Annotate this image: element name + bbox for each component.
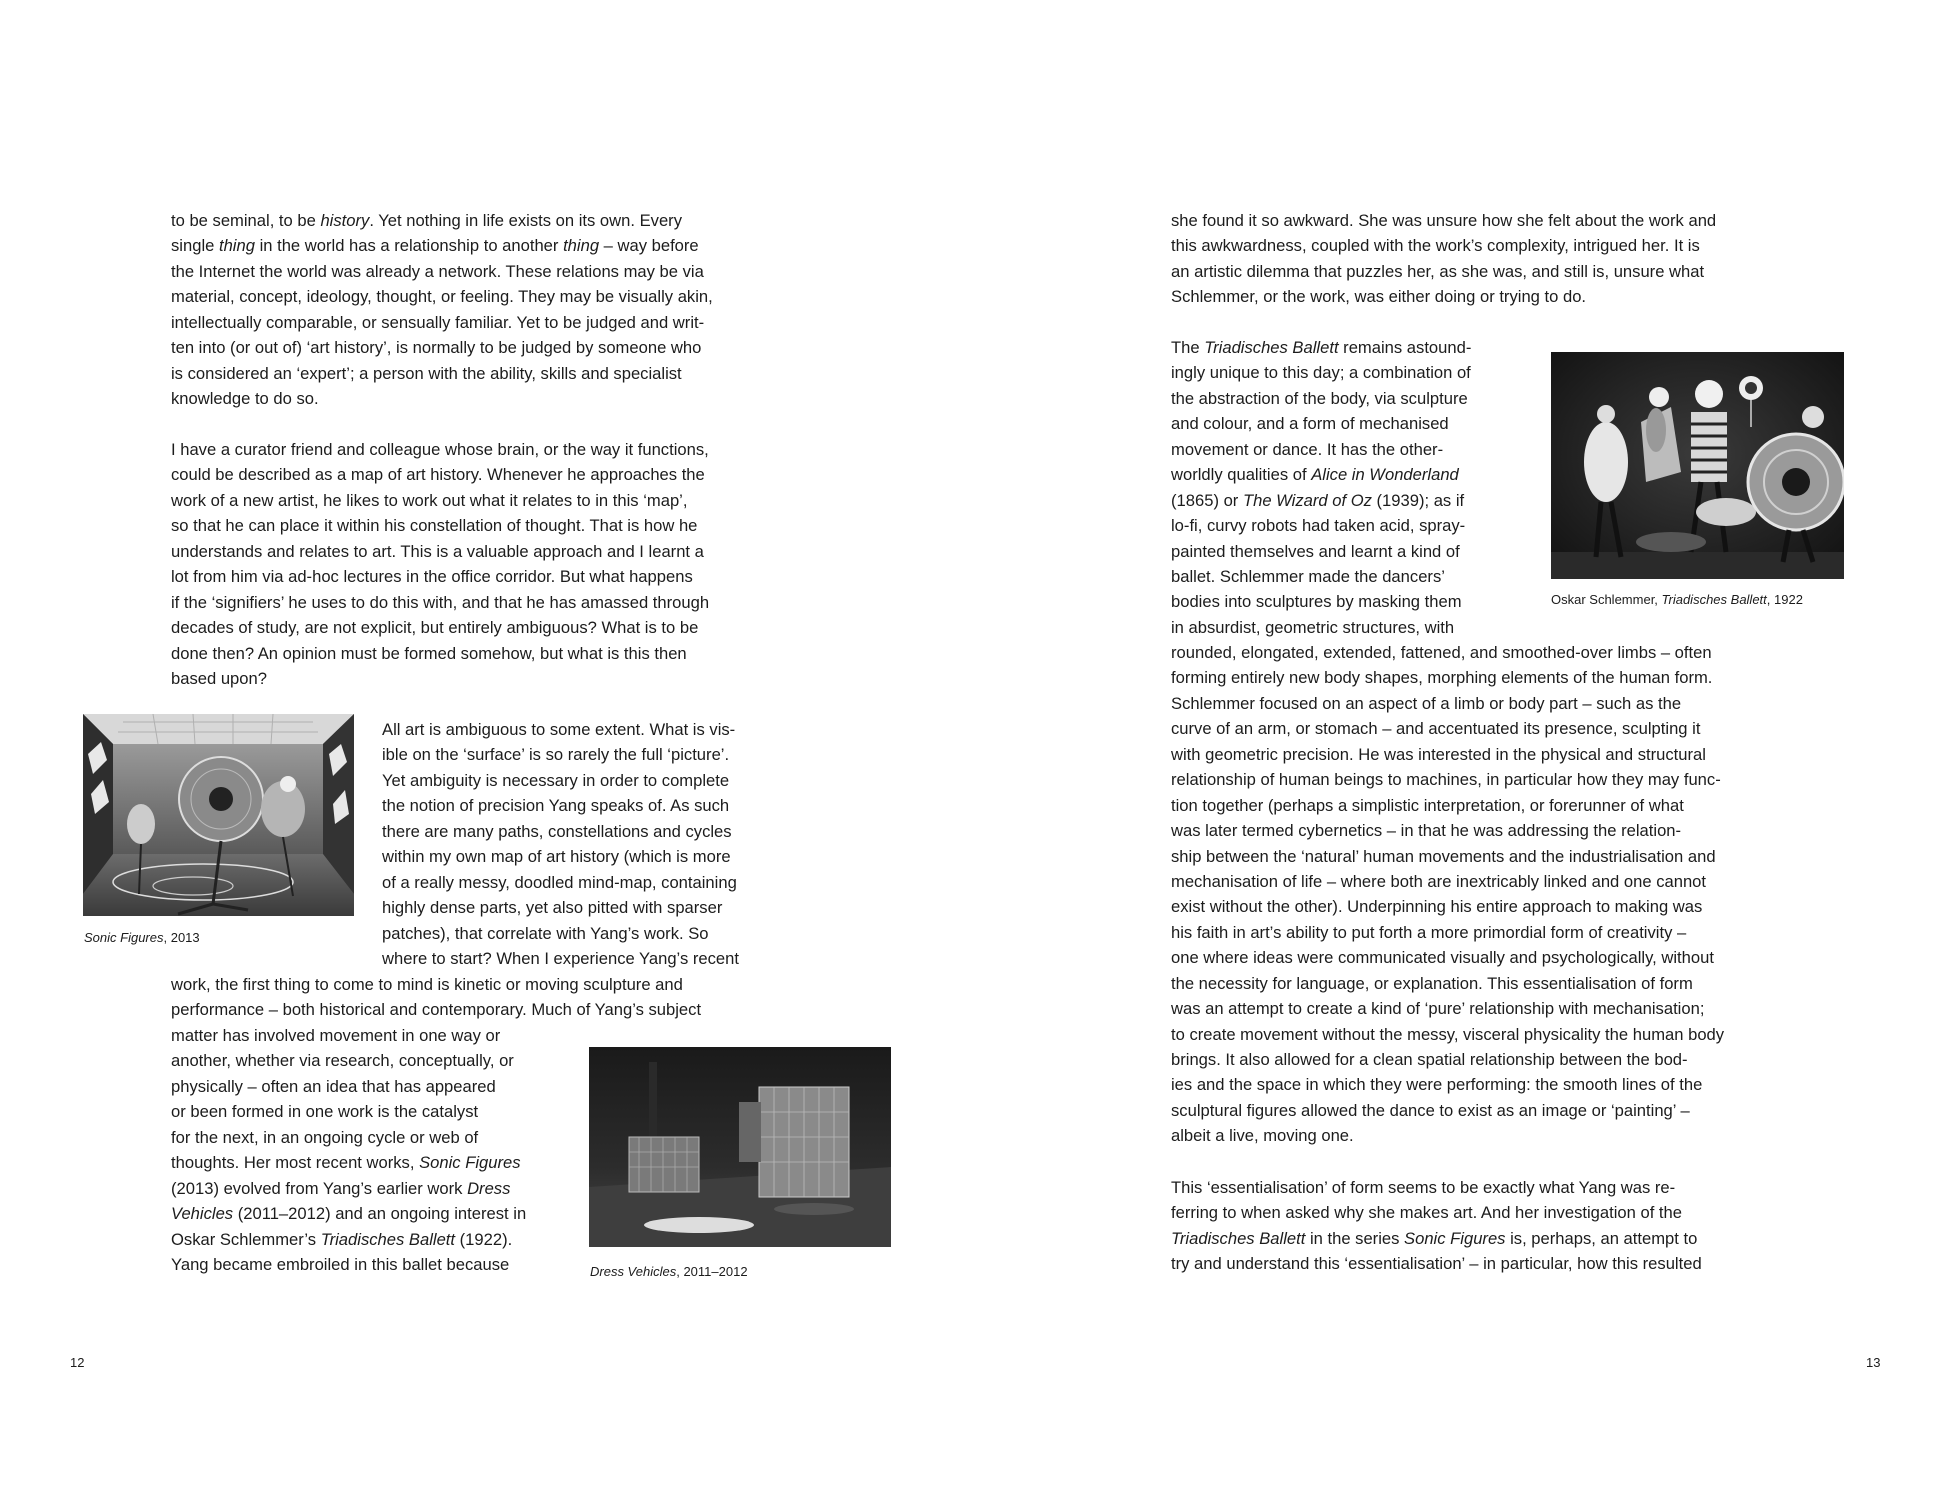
right-page [971, 0, 1941, 1500]
text-line: the notion of precision Yang speaks of. As such [382, 796, 730, 816]
italic-text: history [320, 211, 370, 230]
right-paragraph-3 [1171, 1175, 1702, 1277]
text-line [1171, 1175, 1702, 1200]
text-line: I have a curator friend and colleague whose brain, or the way it functions, [171, 440, 709, 459]
text-run: physically – often an idea that has appeared [171, 1076, 496, 1096]
text-line: ible on the ‘surface’ is so rarely the full ‘picture’. [382, 745, 730, 765]
dress-vehicles-photo [589, 1047, 891, 1247]
text-run: remains astound- [1338, 338, 1472, 357]
text-line: where to start? When I experience Yang’s recent [382, 948, 739, 968]
text-line: work, the first thing to come to mind is kinetic or moving sculpture and [171, 975, 683, 994]
text-run: or been formed in one work is the catalyst [171, 1102, 479, 1122]
text-run: material, concept, ideology, thought, or feeling. They may be visually akin, [171, 287, 713, 307]
left-paragraph-3-beside-image [171, 1023, 526, 1277]
text-line: Yet ambiguity is necessary in order to complete [382, 770, 730, 790]
text-line [171, 310, 713, 335]
text-line: rounded, elongated, extended, fattened, and smoothed-over limbs – often [1171, 643, 1712, 662]
text-line: this awkwardness, coupled with the work’s complexity, intrigued her. It is [1171, 236, 1700, 256]
text-line: the necessity for language, or explanation. This essentialisation of form [1171, 973, 1693, 993]
italic-text: Triadisches Ballett [320, 1229, 456, 1249]
text-line [1171, 1251, 1702, 1276]
text-run: the Internet the world was already a network. These relations may be via [171, 261, 704, 281]
text-run: intellectually comparable, or sensually familiar. Yet to be judged and writ- [171, 312, 705, 332]
sonic-figures-photo [83, 714, 354, 916]
text-run: Yang became embroiled in this ballet because [171, 1254, 510, 1274]
text-run: the abstraction of the body, via sculpture [1171, 388, 1468, 408]
text-line [1171, 360, 1471, 385]
text-line: exist without the other). Underpinning his entire approach to making was [1171, 897, 1703, 917]
text-run: in absurdist, geometric structures, with [1171, 617, 1455, 637]
text-line [1171, 462, 1471, 487]
text-run: ingly unique to this day; a combination of [1171, 363, 1471, 383]
italic-text: The Wizard of Oz [1242, 490, 1372, 510]
dress-vehicles-caption: Dress Vehicles, 2011–2012 [590, 1264, 748, 1279]
text-line: work of a new artist, he likes to work out what it relates to in this ‘map’, [171, 490, 688, 510]
text-line [1171, 488, 1471, 513]
italic-text: Vehicles [171, 1204, 234, 1224]
triadisches-ballett-caption: Oskar Schlemmer, Triadisches Ballett, 1922 [1551, 592, 1803, 607]
text-line [1171, 1200, 1702, 1225]
text-run: This ‘essentialisation’ of form seems to be exactly what Yang was re- [1171, 1178, 1676, 1197]
text-line: could be described as a map of art history. Whenever he approaches the [171, 465, 705, 485]
text-line: tion together (perhaps a simplistic interpretation, or forerunner of what [1171, 795, 1684, 815]
text-line [171, 208, 713, 233]
page-number-left: 12 [70, 1355, 85, 1370]
page-number-right: 13 [1866, 1355, 1881, 1370]
text-run: – way before [599, 236, 699, 256]
text-line: so that he can place it within his constellation of thought. That is how he [171, 516, 698, 536]
text-line [1171, 513, 1471, 538]
italic-text: Triadisches Ballett [1204, 338, 1339, 357]
text-line: lot from him via ad-hoc lectures in the office corridor. But what happens [171, 567, 693, 587]
text-run: lo-fi, curvy robots had taken acid, spray- [1171, 516, 1466, 536]
text-line [1171, 564, 1471, 589]
text-line [171, 1099, 526, 1124]
text-line: performance – both historical and contemporary. Much of Yang’s subject [171, 1000, 702, 1020]
text-line: to create movement without the messy, visceral physicality the human body [1171, 1024, 1725, 1044]
text-line [1171, 589, 1471, 614]
text-run: painted themselves and learnt a kind of [1171, 541, 1460, 561]
text-line [171, 1227, 526, 1252]
text-run: (1865) or [1171, 490, 1243, 510]
text-line [171, 1048, 526, 1073]
text-line [171, 335, 713, 360]
text-line [171, 1125, 526, 1150]
text-run: . Yet nothing in life exists on its own. Every [369, 211, 683, 230]
text-line [171, 284, 713, 309]
italic-text: Dress [467, 1178, 511, 1198]
text-line: based upon? [171, 668, 267, 688]
text-run: (1939); as if [1371, 490, 1465, 510]
text-line: decades of study, are not explicit, but entirely ambiguous? What is to be [171, 618, 699, 638]
text-line: All art is ambiguous to some extent. What is vis- [382, 720, 736, 739]
text-line: one where ideas were communicated visually and psychologically, without [1171, 948, 1714, 968]
text-line: mechanisation of life – where both are inextricably linked and one cannot [1171, 871, 1707, 891]
text-run: knowledge to do so. [171, 389, 319, 409]
text-line [171, 1201, 526, 1226]
text-line [171, 233, 713, 258]
right-paragraph-2-wide [1171, 640, 1724, 1149]
text-line: sculptural figures allowed the dance to exist as an image or ‘painting’ – [1171, 1100, 1690, 1120]
text-line: if the ‘signifiers’ he uses to do this with, and that he has amassed through [171, 592, 710, 612]
text-run: to be seminal, to be [171, 211, 321, 230]
text-line [171, 1176, 526, 1201]
text-line: of a really messy, doodled mind-map, containing [382, 872, 737, 892]
left-paragraph-2 [171, 437, 709, 691]
text-run: single [171, 236, 219, 256]
right-paragraph-2-narrow [1171, 335, 1471, 640]
text-run: ballet. Schlemmer made the dancers’ [1171, 566, 1445, 586]
text-run: ten into (or out of) ‘art history’, is normally to be judged by someone who [171, 338, 702, 358]
text-run: ferring to when asked why she makes art. And her investigation of the [1171, 1203, 1683, 1223]
text-run: (1922). [455, 1229, 513, 1249]
text-line: was later termed cybernetics – in that he was addressing the relation- [1171, 821, 1682, 841]
text-run: Oskar Schlemmer’s [171, 1229, 321, 1249]
text-line [171, 1023, 526, 1048]
left-paragraph-3-wide [171, 972, 701, 1023]
text-run: is considered an ‘expert’; a person with the ability, skills and specialist [171, 363, 682, 383]
text-run: and colour, and a form of mechanised [1171, 414, 1449, 434]
right-paragraph-1 [1171, 208, 1716, 310]
text-line [171, 1150, 526, 1175]
text-run: in the series [1305, 1228, 1405, 1248]
text-run: matter has involved movement in one way or [171, 1026, 501, 1045]
text-run: in the world has a relationship to another [254, 236, 564, 256]
text-line: done then? An opinion must be formed somehow, but what is this then [171, 643, 687, 663]
text-line [171, 1252, 526, 1277]
italic-text: Sonic Figures [1404, 1228, 1506, 1248]
italic-text: Triadisches Ballett [1171, 1228, 1306, 1248]
text-line [1171, 411, 1471, 436]
text-line: Schlemmer, or the work, was either doing or trying to do. [1171, 287, 1587, 307]
text-line: understands and relates to art. This is a valuable approach and I learnt a [171, 541, 704, 561]
text-line: ies and the space in which they were performing: the smooth lines of the [1171, 1075, 1703, 1095]
text-line [171, 386, 713, 411]
text-run: thoughts. Her most recent works, [171, 1153, 420, 1173]
text-run: bodies into sculptures by masking them [1171, 592, 1462, 612]
text-run: The [1171, 338, 1205, 357]
text-line: an artistic dilemma that puzzles her, as she was, and still is, unsure what [1171, 261, 1705, 281]
text-line [171, 259, 713, 284]
text-line: relationship of human beings to machines, in particular how they may func- [1171, 770, 1721, 790]
text-line [1171, 386, 1471, 411]
text-run: is, perhaps, an attempt to [1505, 1228, 1698, 1248]
text-line [171, 361, 713, 386]
text-line: there are many paths, constellations and cycles [382, 821, 732, 841]
italic-text: Alice in Wonderland [1311, 465, 1459, 485]
text-line: patches), that correlate with Yang’s work. So [382, 923, 709, 943]
text-line: highly dense parts, yet also pitted with sparser [382, 898, 723, 918]
text-line [1171, 335, 1471, 360]
text-run: (2013) evolved from Yang’s earlier work [171, 1178, 468, 1198]
text-line [1171, 539, 1471, 564]
left-paragraph-1 [171, 208, 713, 412]
text-line: his faith in art’s ability to put forth a more primordial form of creativity – [1171, 922, 1687, 942]
text-line [171, 1074, 526, 1099]
text-line: she found it so awkward. She was unsure how she felt about the work and [1171, 211, 1717, 230]
italic-text: thing [563, 236, 600, 256]
text-line: Schlemmer focused on an aspect of a limb or body part – such as the [1171, 693, 1682, 713]
text-run: movement or dance. It has the other- [1171, 439, 1444, 459]
left-paragraph-3-narrow [382, 717, 739, 971]
text-line [1171, 1226, 1702, 1251]
text-run: try and understand this ‘essentialisation’ – in particular, how this resulted [1171, 1254, 1702, 1274]
text-run: (2011–2012) and an ongoing interest in [233, 1204, 527, 1224]
italic-text: thing [218, 236, 255, 256]
left-page [0, 0, 970, 1500]
text-line: brings. It also allowed for a clean spatial relationship between the bod- [1171, 1050, 1688, 1069]
triadisches-ballett-photo [1551, 352, 1844, 579]
sonic-figures-caption: Sonic Figures, 2013 [84, 930, 200, 945]
text-line: ship between the ‘natural’ human movements and the industrialisation and [1171, 846, 1716, 866]
text-run: another, whether via research, conceptually, or [171, 1051, 514, 1071]
text-line: forming entirely new body shapes, morphing elements of the human form. [1171, 668, 1713, 688]
text-line: was an attempt to create a kind of ‘pure’ relationship with mechanisation; [1171, 999, 1705, 1019]
text-line [1171, 437, 1471, 462]
text-run: worldly qualities of [1171, 465, 1312, 485]
text-line: albeit a live, moving one. [1171, 1126, 1354, 1146]
text-run: for the next, in an ongoing cycle or web of [171, 1127, 479, 1147]
text-line: curve of an arm, or stomach – and accentuated its presence, sculpting it [1171, 719, 1701, 739]
text-line: with geometric precision. He was interested in the physical and structural [1171, 744, 1706, 764]
text-line [1171, 615, 1471, 640]
italic-text: Sonic Figures [419, 1153, 521, 1173]
text-line: within my own map of art history (which is more [382, 847, 731, 867]
